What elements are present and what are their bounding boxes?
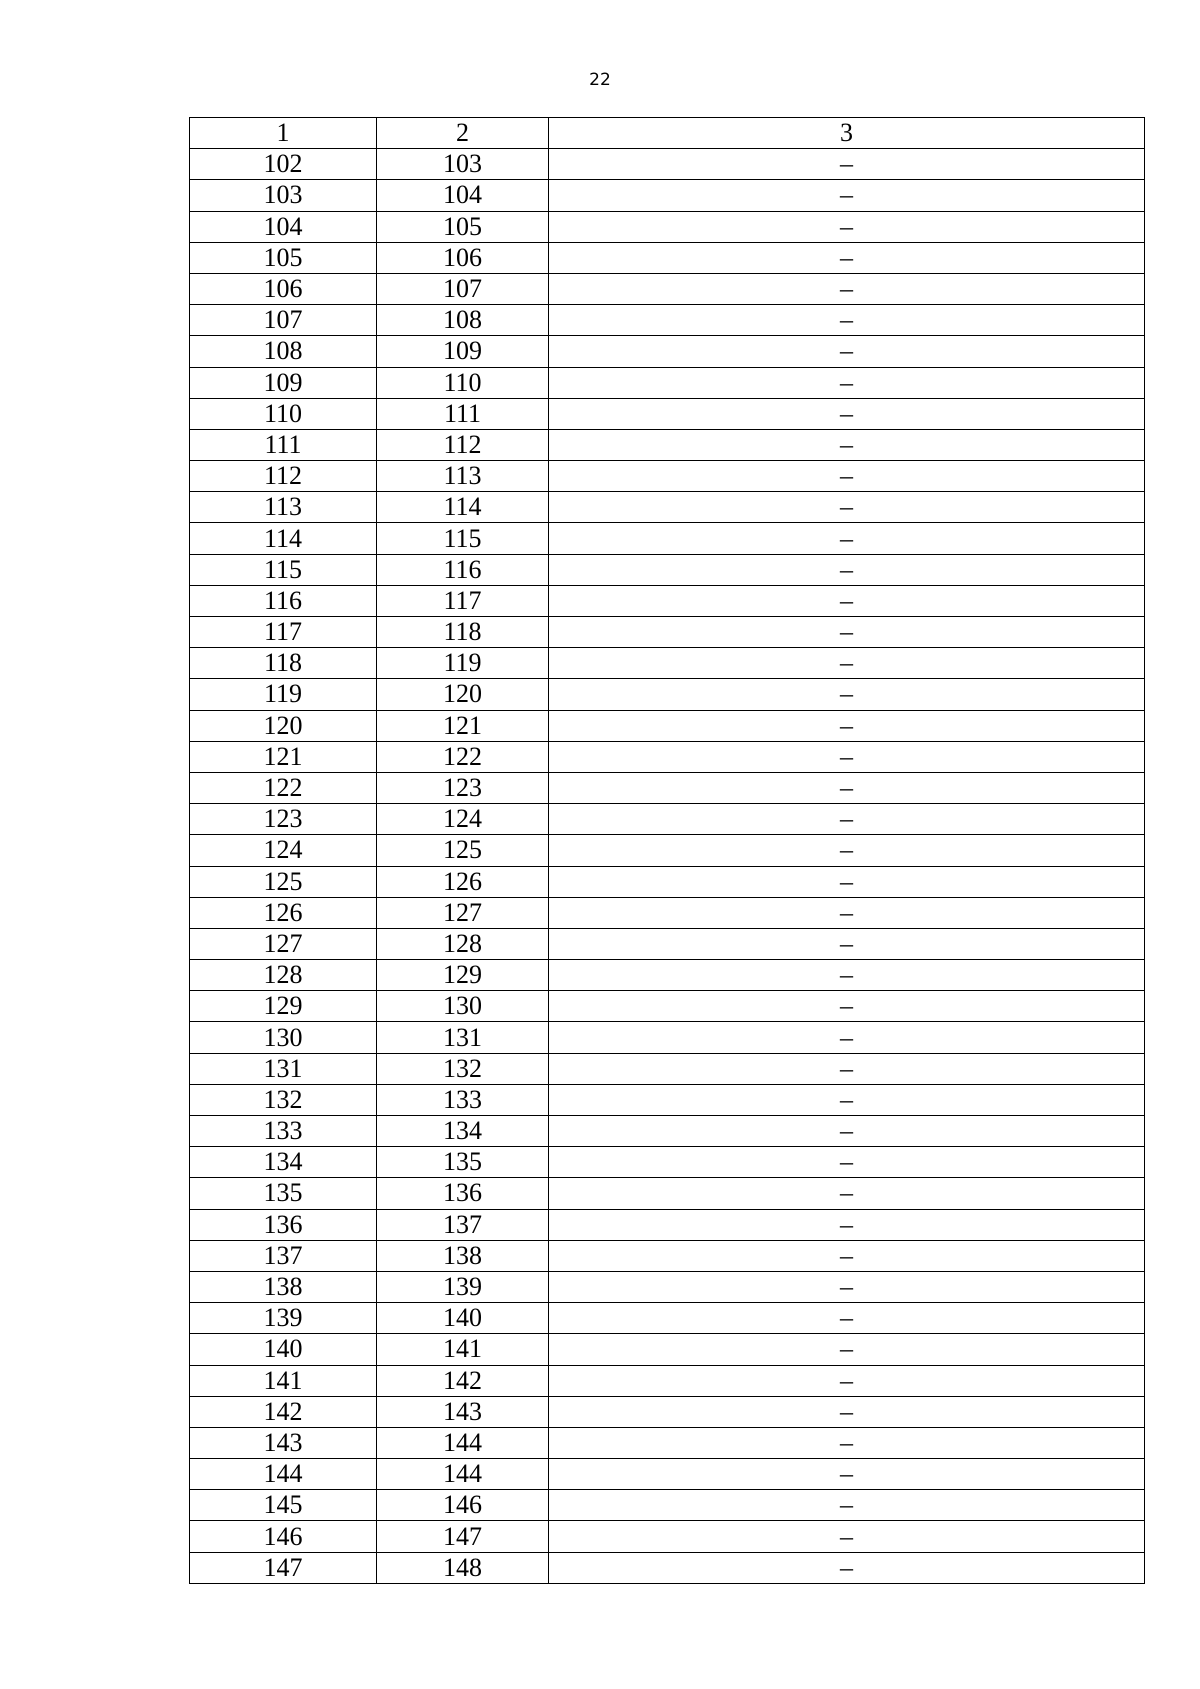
table-cell-col-1: 107 bbox=[190, 305, 377, 336]
table-row bbox=[190, 772, 1145, 803]
table-cell-col-1: 137 bbox=[190, 1240, 377, 1271]
table-cell-col-2: 147 bbox=[377, 1521, 549, 1552]
table-cell-col-2: 141 bbox=[377, 1334, 549, 1365]
table-cell-col-1: 144 bbox=[190, 1459, 377, 1490]
table-row bbox=[190, 211, 1145, 242]
table-row bbox=[190, 305, 1145, 336]
table-cell-col-1: 103 bbox=[190, 180, 377, 211]
table-cell-col-2: 144 bbox=[377, 1427, 549, 1458]
table-cell-col-3: – bbox=[549, 1178, 1145, 1209]
table-row bbox=[190, 1427, 1145, 1458]
table-row bbox=[190, 1490, 1145, 1521]
table-body bbox=[190, 149, 1145, 1584]
table-cell-col-3: – bbox=[549, 367, 1145, 398]
table-cell-col-3: – bbox=[549, 336, 1145, 367]
table-cell-col-3: – bbox=[549, 1365, 1145, 1396]
table-cell-col-3: – bbox=[549, 1116, 1145, 1147]
table-cell-col-3: – bbox=[549, 617, 1145, 648]
table-cell-col-3: – bbox=[549, 1303, 1145, 1334]
table-cell-col-3: – bbox=[549, 585, 1145, 616]
table-cell-col-3: – bbox=[549, 835, 1145, 866]
table-cell-col-3: – bbox=[549, 772, 1145, 803]
table-cell-col-2: 131 bbox=[377, 1022, 549, 1053]
table-row bbox=[190, 585, 1145, 616]
table-cell-col-1: 117 bbox=[190, 617, 377, 648]
table-cell-col-2: 118 bbox=[377, 617, 549, 648]
table-cell-col-2: 117 bbox=[377, 585, 549, 616]
table-cell-col-2: 142 bbox=[377, 1365, 549, 1396]
table-cell-col-3: – bbox=[549, 648, 1145, 679]
table-cell-col-2: 148 bbox=[377, 1552, 549, 1583]
table-cell-col-3: – bbox=[549, 804, 1145, 835]
table-cell-col-2: 138 bbox=[377, 1240, 549, 1271]
table-cell-col-2: 127 bbox=[377, 897, 549, 928]
table-cell-col-1: 129 bbox=[190, 991, 377, 1022]
table-row bbox=[190, 461, 1145, 492]
table-row bbox=[190, 1147, 1145, 1178]
table-cell-col-1: 122 bbox=[190, 772, 377, 803]
table-cell-col-2: 103 bbox=[377, 149, 549, 180]
table-row bbox=[190, 1334, 1145, 1365]
table-cell-col-3: – bbox=[549, 1552, 1145, 1583]
table-cell-col-2: 109 bbox=[377, 336, 549, 367]
table-cell-col-1: 142 bbox=[190, 1396, 377, 1427]
table-cell-col-2: 143 bbox=[377, 1396, 549, 1427]
table-row bbox=[190, 180, 1145, 211]
table-cell-col-1: 128 bbox=[190, 960, 377, 991]
table-row bbox=[190, 960, 1145, 991]
table-cell-col-3: – bbox=[549, 1271, 1145, 1302]
table-cell-col-2: 130 bbox=[377, 991, 549, 1022]
table-cell-col-3: – bbox=[549, 679, 1145, 710]
table-cell-col-3: – bbox=[549, 305, 1145, 336]
table-cell-col-1: 139 bbox=[190, 1303, 377, 1334]
table-cell-col-2: 122 bbox=[377, 741, 549, 772]
table-cell-col-1: 141 bbox=[190, 1365, 377, 1396]
table-cell-col-2: 134 bbox=[377, 1116, 549, 1147]
table-cell-col-1: 105 bbox=[190, 242, 377, 273]
table-row bbox=[190, 1053, 1145, 1084]
table-cell-col-3: – bbox=[549, 741, 1145, 772]
table-cell-col-3: – bbox=[549, 1147, 1145, 1178]
table-cell-col-1: 135 bbox=[190, 1178, 377, 1209]
table-row bbox=[190, 741, 1145, 772]
table-cell-col-1: 120 bbox=[190, 710, 377, 741]
table-cell-col-3: – bbox=[549, 1396, 1145, 1427]
table-cell-col-1: 118 bbox=[190, 648, 377, 679]
table-cell-col-2: 105 bbox=[377, 211, 549, 242]
table-cell-col-3: – bbox=[549, 429, 1145, 460]
table-cell-col-2: 126 bbox=[377, 866, 549, 897]
table-cell-col-2: 124 bbox=[377, 804, 549, 835]
table-cell-col-1: 127 bbox=[190, 928, 377, 959]
table-cell-col-1: 131 bbox=[190, 1053, 377, 1084]
table-cell-col-3: – bbox=[549, 273, 1145, 304]
table-cell-col-1: 109 bbox=[190, 367, 377, 398]
table-row bbox=[190, 1396, 1145, 1427]
table-cell-col-1: 145 bbox=[190, 1490, 377, 1521]
table-cell-col-3: – bbox=[549, 1334, 1145, 1365]
table-cell-col-2: 120 bbox=[377, 679, 549, 710]
table-header bbox=[190, 118, 1145, 149]
table-cell-col-2: 144 bbox=[377, 1459, 549, 1490]
table-row bbox=[190, 149, 1145, 180]
table-row bbox=[190, 336, 1145, 367]
table-row bbox=[190, 1178, 1145, 1209]
table-cell-col-3: – bbox=[549, 149, 1145, 180]
table-cell-col-2: 112 bbox=[377, 429, 549, 460]
table-cell-col-3: – bbox=[549, 1521, 1145, 1552]
table-cell-col-1: 121 bbox=[190, 741, 377, 772]
table-row bbox=[190, 804, 1145, 835]
table-cell-col-3: – bbox=[549, 1490, 1145, 1521]
table-row bbox=[190, 398, 1145, 429]
table-cell-col-3: – bbox=[549, 523, 1145, 554]
table-cell-col-1: 119 bbox=[190, 679, 377, 710]
table-cell-col-2: 108 bbox=[377, 305, 549, 336]
table-cell-col-2: 119 bbox=[377, 648, 549, 679]
table-cell-col-1: 130 bbox=[190, 1022, 377, 1053]
table-cell-col-3: – bbox=[549, 180, 1145, 211]
table-cell-col-1: 132 bbox=[190, 1084, 377, 1115]
table-cell-col-3: – bbox=[549, 242, 1145, 273]
table-cell-col-1: 138 bbox=[190, 1271, 377, 1302]
table-cell-col-1: 143 bbox=[190, 1427, 377, 1458]
table-cell-col-1: 106 bbox=[190, 273, 377, 304]
table-row bbox=[190, 523, 1145, 554]
column-header-3: 3 bbox=[549, 118, 1145, 149]
table-cell-col-1: 134 bbox=[190, 1147, 377, 1178]
table-cell-col-1: 140 bbox=[190, 1334, 377, 1365]
table-cell-col-1: 114 bbox=[190, 523, 377, 554]
table-row bbox=[190, 367, 1145, 398]
table-cell-col-1: 116 bbox=[190, 585, 377, 616]
table-cell-col-2: 107 bbox=[377, 273, 549, 304]
table-row bbox=[190, 1365, 1145, 1396]
table-cell-col-2: 133 bbox=[377, 1084, 549, 1115]
table-cell-col-2: 135 bbox=[377, 1147, 549, 1178]
table-cell-col-2: 121 bbox=[377, 710, 549, 741]
column-header-2: 2 bbox=[377, 118, 549, 149]
table-row bbox=[190, 1521, 1145, 1552]
table-row bbox=[190, 273, 1145, 304]
table-cell-col-3: – bbox=[549, 1053, 1145, 1084]
table-cell-col-3: – bbox=[549, 1209, 1145, 1240]
page-number: 22 bbox=[589, 70, 611, 90]
table-cell-col-3: – bbox=[549, 897, 1145, 928]
table-cell-col-3: – bbox=[549, 1240, 1145, 1271]
table-row bbox=[190, 1240, 1145, 1271]
table-cell-col-1: 123 bbox=[190, 804, 377, 835]
table-cell-col-3: – bbox=[549, 461, 1145, 492]
table-row bbox=[190, 835, 1145, 866]
table-cell-col-2: 104 bbox=[377, 180, 549, 211]
table-row bbox=[190, 1116, 1145, 1147]
table-row bbox=[190, 679, 1145, 710]
table-cell-col-1: 104 bbox=[190, 211, 377, 242]
table-cell-col-3: – bbox=[549, 492, 1145, 523]
table-cell-col-3: – bbox=[549, 866, 1145, 897]
table-row bbox=[190, 1459, 1145, 1490]
table-cell-col-3: – bbox=[549, 1022, 1145, 1053]
table-row bbox=[190, 1209, 1145, 1240]
table-cell-col-2: 110 bbox=[377, 367, 549, 398]
table-cell-col-2: 106 bbox=[377, 242, 549, 273]
table-cell-col-2: 132 bbox=[377, 1053, 549, 1084]
table-cell-col-3: – bbox=[549, 1459, 1145, 1490]
table-cell-col-2: 114 bbox=[377, 492, 549, 523]
table-cell-col-2: 139 bbox=[377, 1271, 549, 1302]
table-cell-col-1: 111 bbox=[190, 429, 377, 460]
table-cell-col-2: 140 bbox=[377, 1303, 549, 1334]
table-row bbox=[190, 1552, 1145, 1583]
table-cell-col-1: 125 bbox=[190, 866, 377, 897]
table-row bbox=[190, 991, 1145, 1022]
column-header-1: 1 bbox=[190, 118, 377, 149]
table-cell-col-2: 111 bbox=[377, 398, 549, 429]
header-row bbox=[190, 118, 1145, 149]
table-cell-col-3: – bbox=[549, 710, 1145, 741]
table-cell-col-2: 129 bbox=[377, 960, 549, 991]
table-cell-col-3: – bbox=[549, 928, 1145, 959]
table-row bbox=[190, 1084, 1145, 1115]
table-cell-col-3: – bbox=[549, 554, 1145, 585]
table-cell-col-1: 115 bbox=[190, 554, 377, 585]
table-cell-col-3: – bbox=[549, 398, 1145, 429]
table-cell-col-3: – bbox=[549, 1084, 1145, 1115]
table-cell-col-3: – bbox=[549, 991, 1145, 1022]
table-cell-col-1: 136 bbox=[190, 1209, 377, 1240]
table-row bbox=[190, 928, 1145, 959]
table-cell-col-1: 102 bbox=[190, 149, 377, 180]
table-row bbox=[190, 710, 1145, 741]
table-cell-col-3: – bbox=[549, 211, 1145, 242]
table-cell-col-1: 112 bbox=[190, 461, 377, 492]
table-cell-col-1: 126 bbox=[190, 897, 377, 928]
table-cell-col-2: 123 bbox=[377, 772, 549, 803]
table-row bbox=[190, 1022, 1145, 1053]
table-cell-col-1: 146 bbox=[190, 1521, 377, 1552]
table-row bbox=[190, 617, 1145, 648]
table-cell-col-2: 136 bbox=[377, 1178, 549, 1209]
table-row bbox=[190, 648, 1145, 679]
table-cell-col-2: 128 bbox=[377, 928, 549, 959]
table-row bbox=[190, 897, 1145, 928]
table-cell-col-2: 125 bbox=[377, 835, 549, 866]
table-cell-col-3: – bbox=[549, 960, 1145, 991]
table-cell-col-2: 116 bbox=[377, 554, 549, 585]
table-row bbox=[190, 492, 1145, 523]
table-cell-col-2: 146 bbox=[377, 1490, 549, 1521]
table-cell-col-1: 147 bbox=[190, 1552, 377, 1583]
table-row bbox=[190, 429, 1145, 460]
table-cell-col-2: 113 bbox=[377, 461, 549, 492]
table-cell-col-1: 133 bbox=[190, 1116, 377, 1147]
table-cell-col-1: 124 bbox=[190, 835, 377, 866]
table-row bbox=[190, 1271, 1145, 1302]
table-cell-col-1: 110 bbox=[190, 398, 377, 429]
table-cell-col-2: 115 bbox=[377, 523, 549, 554]
data-table bbox=[189, 117, 1145, 1584]
table-cell-col-3: – bbox=[549, 1427, 1145, 1458]
table-row bbox=[190, 866, 1145, 897]
table-row bbox=[190, 1303, 1145, 1334]
table-row bbox=[190, 554, 1145, 585]
table-row bbox=[190, 242, 1145, 273]
table-cell-col-1: 108 bbox=[190, 336, 377, 367]
table-cell-col-2: 137 bbox=[377, 1209, 549, 1240]
table-cell-col-1: 113 bbox=[190, 492, 377, 523]
